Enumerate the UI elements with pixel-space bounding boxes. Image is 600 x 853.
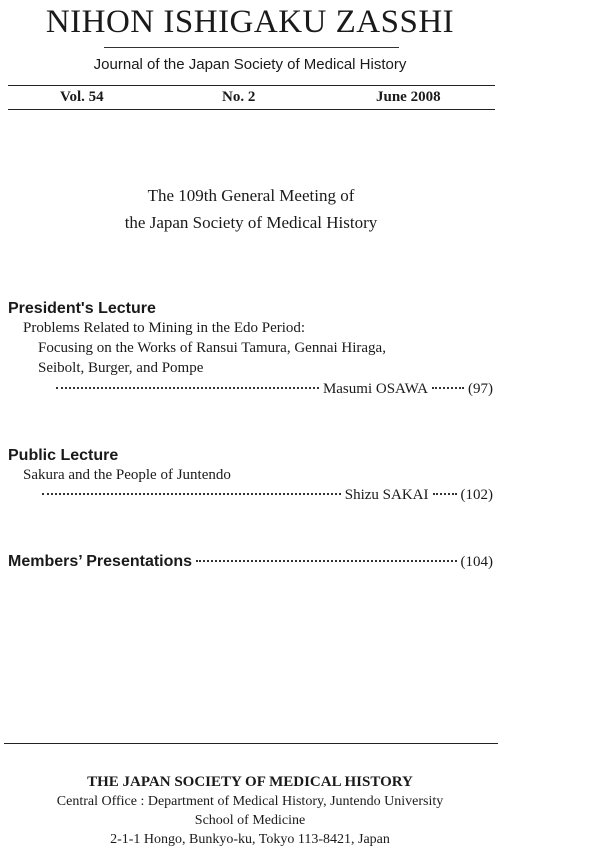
meeting-title-line1: The 109th General Meeting of (147, 186, 355, 205)
presidents-lecture-heading: President's Lecture (8, 300, 156, 317)
presidents-lecture-page: (97) (468, 381, 493, 397)
issue-date-label: June 2008 (376, 89, 441, 105)
dot-leader (196, 560, 456, 562)
presidents-lecture-entry[interactable] (52, 381, 493, 398)
office-line1: Central Office : Department of Medical History, Juntendo University (56, 794, 444, 809)
office-line2: School of Medicine (194, 813, 306, 828)
dot-leader (432, 387, 464, 389)
members-presentations-heading: Members’ Presentations (8, 553, 193, 570)
presidents-lecture-title-line1: Problems Related to Mining in the Edo Period: (23, 320, 306, 336)
dot-leader (56, 387, 319, 389)
members-presentations-entry[interactable] (8, 553, 493, 571)
society-name: THE JAPAN SOCIETY OF MEDICAL HISTORY (87, 774, 413, 790)
footer-divider (4, 743, 498, 744)
public-lecture-page: (102) (460, 487, 493, 503)
presidents-lecture-title-line3: Seibolt, Burger, and Pompe (38, 360, 204, 376)
dot-leader (433, 493, 457, 495)
journal-subtitle: Journal of the Japan Society of Medical History (93, 56, 407, 73)
meeting-title-line2: the Japan Society of Medical History (124, 213, 378, 232)
title-divider (104, 47, 399, 48)
issue-band-top-rule (8, 85, 495, 86)
journal-title: NIHON ISHIGAKU ZASSHI (45, 4, 455, 40)
presidents-lecture-title-line2: Focusing on the Works of Ransui Tamura, Gennai Hiraga, (38, 340, 386, 356)
public-lecture-heading: Public Lecture (8, 447, 119, 464)
presidents-lecture-author: Masumi OSAWA (322, 381, 428, 397)
issue-band-bottom-rule (8, 109, 495, 110)
volume-label: Vol. 54 (60, 89, 104, 105)
issue-number-label: No. 2 (222, 89, 256, 105)
public-lecture-entry[interactable] (38, 487, 493, 504)
public-lecture-title: Sakura and the People of Juntendo (23, 467, 231, 483)
public-lecture-author: Shizu SAKAI (344, 487, 429, 503)
members-presentations-page: (104) (460, 554, 493, 570)
office-address: 2-1-1 Hongo, Bunkyo-ku, Tokyo 113-8421, Japan (110, 832, 390, 847)
dot-leader (42, 493, 341, 495)
